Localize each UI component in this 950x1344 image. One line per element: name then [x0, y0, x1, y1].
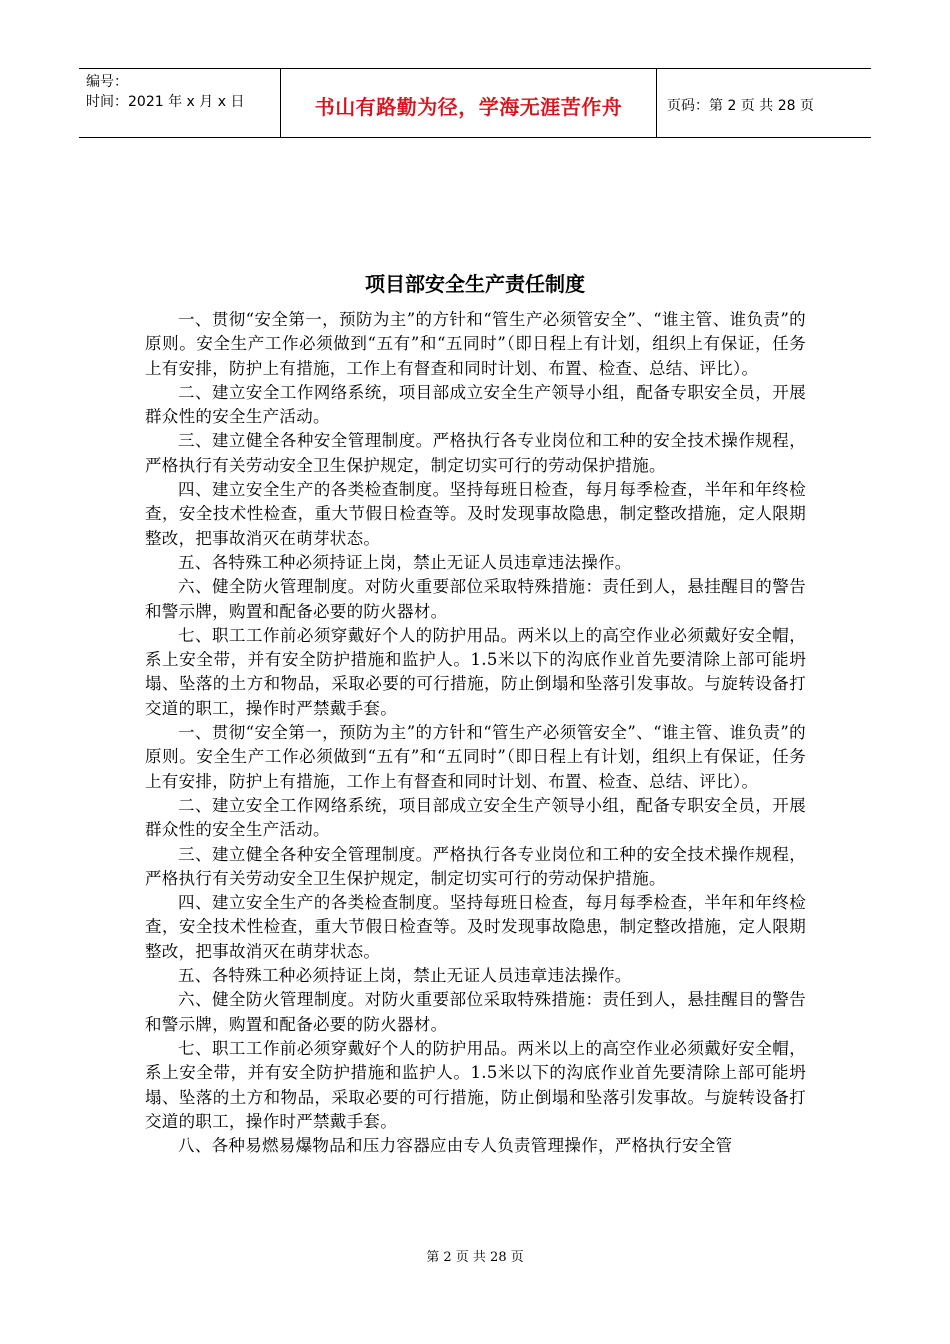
paragraph: 四、建立安全生产的各类检查制度。坚持每班日检查，每月每季检查，半年和年终检查，安全技术性检查，重大节假日检查等。及时发现事故隐患，制定整改措施，定人限期整改，把事故消灭在萌芽状态。: [145, 480, 806, 548]
document-date: 时间：2021 年 x 月 x 日: [86, 94, 245, 110]
paragraph: 七、职工工作前必须穿戴好个人的防护用品。两米以上的高空作业必须戴好安全帽，系上安全带，并有安全防护措施和监护人。1.5米以下的沟底作业首先要清除上部可能坍塌、坠落的土方和物品，采取必要的可行措施，防止倒塌和坠落引发事故。与旋转设备打交道的职工，操作时严禁戴手套。: [145, 1038, 806, 1131]
paragraph: 六、健全防火管理制度。对防火重要部位采取特殊措施：责任到人，悬挂醒目的警告和警示牌，购置和配备必要的防火器材。: [145, 990, 806, 1034]
header-page-info: 页码：第 2 页 共 28 页: [667, 98, 814, 114]
header-meta: [79, 69, 281, 137]
paragraph: 一、贯彻“安全第一，预防为主”的方针和“管生产必须管安全”、“谁主管、谁负责”的原则。安全生产工作必须做到“五有”和“五同时”（即日程上有计划，组织上有保证，任务上有安排，防护上有措施，工作上有督查和同时计划、布置、检查、总结、评比）。: [145, 723, 806, 791]
page-footer: 第 2 页 共 28 页: [426, 1250, 524, 1265]
paragraph: 三、建立健全各种安全管理制度。严格执行各专业岗位和工种的安全技术操作规程，严格执行有关劳动安全卫生保护规定，制定切实可行的劳动保护措施。: [145, 431, 806, 475]
paragraph: 四、建立安全生产的各类检查制度。坚持每班日检查，每月每季检查，半年和年终检查，安全技术性检查，重大节假日检查等。及时发现事故隐患，制定整改措施，定人限期整改，把事故消灭在萌芽状态。: [145, 893, 806, 961]
paragraph: 三、建立健全各种安全管理制度。严格执行各专业岗位和工种的安全技术操作规程，严格执行有关劳动安全卫生保护规定，制定切实可行的劳动保护措施。: [145, 844, 806, 888]
document-body: [145, 308, 806, 1158]
paragraph: 八、各种易燃易爆物品和压力容器应由专人负责管理操作，严格执行安全管: [178, 1136, 733, 1156]
paragraph: 六、健全防火管理制度。对防火重要部位采取特殊措施：责任到人，悬挂醒目的警告和警示牌，购置和配备必要的防火器材。: [145, 577, 806, 621]
paragraph: 一、贯彻“安全第一，预防为主”的方针和“管生产必须管安全”、“谁主管、谁负责”的原则。安全生产工作必须做到“五有”和“五同时”（即日程上有计划，组织上有保证，任务上有安排，防护上有措施，工作上有督查和同时计划、布置、检查、总结、评比）。: [145, 310, 806, 378]
document-title: 项目部安全生产责任制度: [365, 272, 585, 296]
header-motto: 书山有路勤为径，学海无涯苦作舟: [281, 69, 657, 137]
paragraph: 五、各特殊工种必须持证上岗，禁止无证人员违章违法操作。: [178, 552, 632, 572]
paragraph: 七、职工工作前必须穿戴好个人的防护用品。两米以上的高空作业必须戴好安全帽，系上安全带，并有安全防护措施和监护人。1.5米以下的沟底作业首先要清除上部可能坍塌、坠落的土方和物品，采取必要的可行措施，防止倒塌和坠落引发事故。与旋转设备打交道的职工，操作时严禁戴手套。: [145, 625, 806, 718]
paragraph: 五、各特殊工种必须持证上岗，禁止无证人员违章违法操作。: [178, 966, 632, 986]
paragraph: 二、建立安全工作网络系统，项目部成立安全生产领导小组，配备专职安全员，开展群众性的安全生产活动。: [145, 795, 806, 840]
document-number-label: 编号：: [86, 74, 128, 90]
page-header: [79, 68, 871, 138]
paragraph: 二、建立安全工作网络系统，项目部成立安全生产领导小组，配备专职安全员，开展群众性的安全生产活动。: [145, 382, 806, 427]
